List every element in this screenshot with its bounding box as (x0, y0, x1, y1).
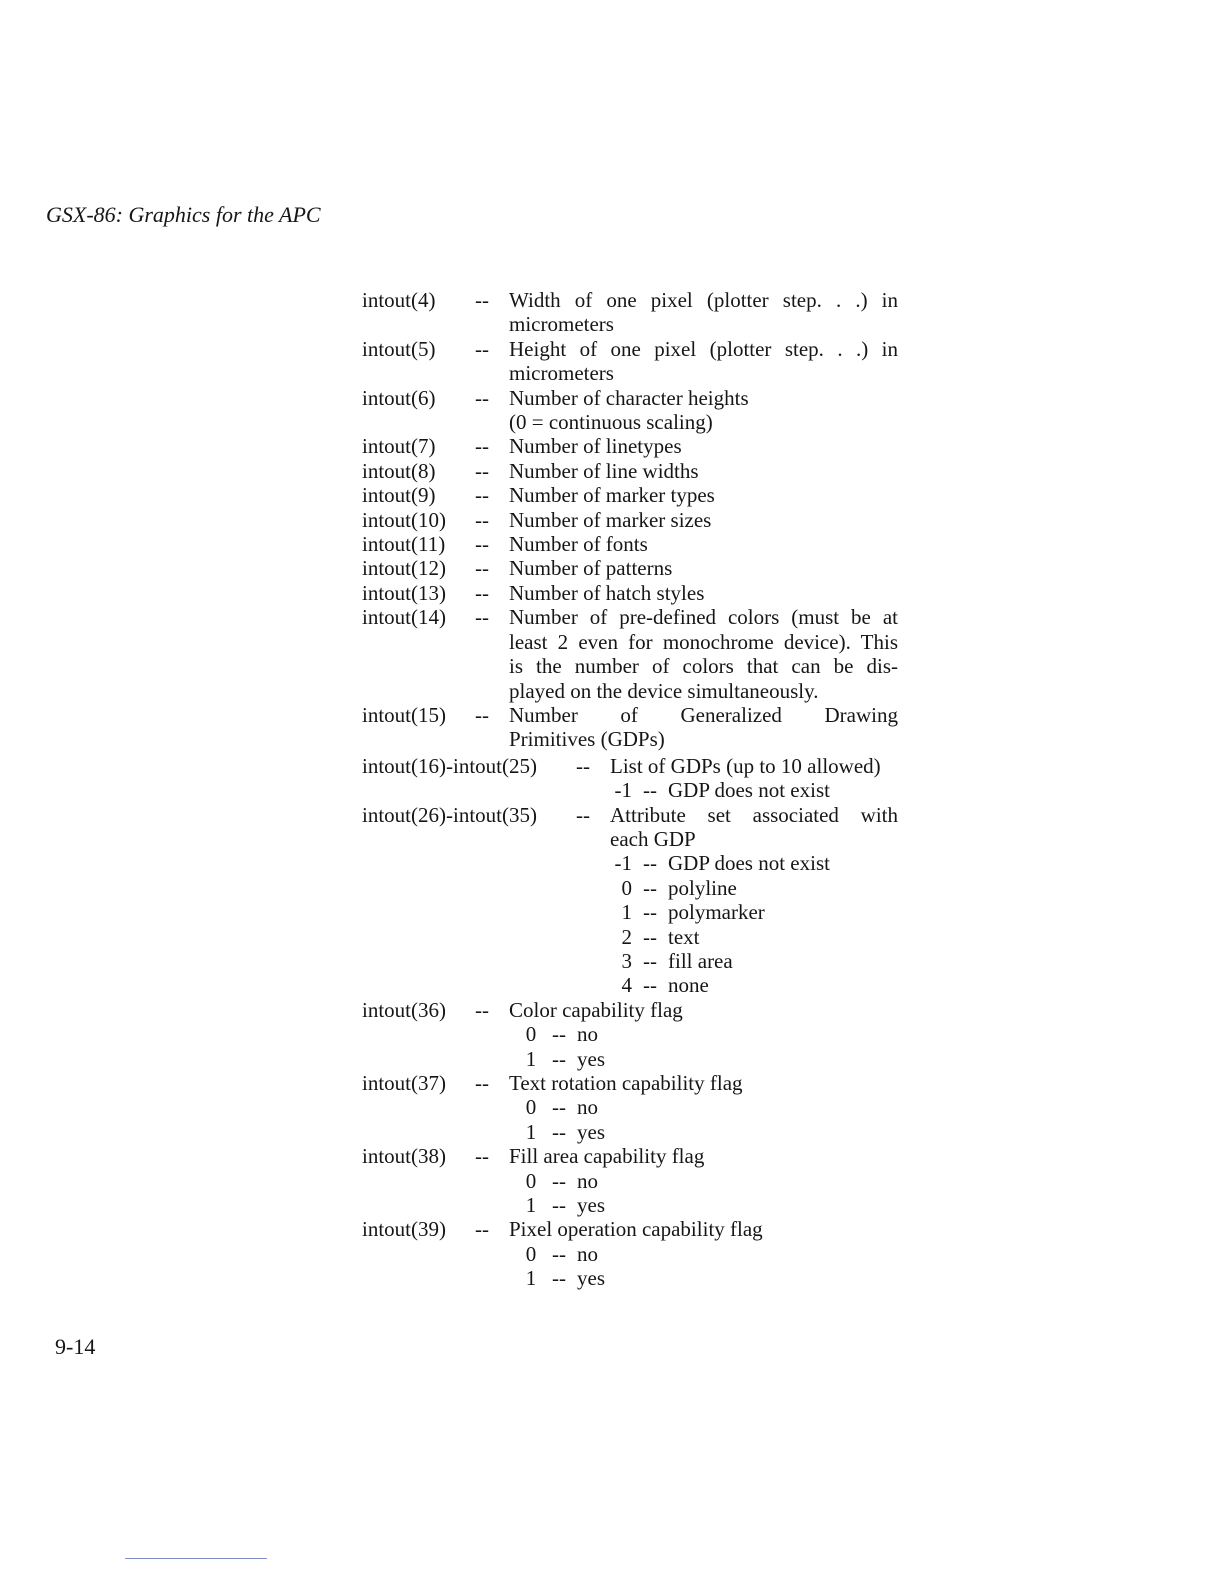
entry-dash: -- (475, 702, 489, 727)
description-line: least 2 even for monochrome device). This (509, 629, 898, 654)
entry-description (509, 556, 898, 580)
value-meaning: no (577, 1241, 598, 1266)
value-list (614, 851, 898, 997)
description-line: Pixel operation capability flag (509, 1217, 763, 1242)
description-line: micrometers (509, 361, 614, 386)
value-item (521, 1266, 898, 1290)
entry-intout-6 (362, 386, 902, 435)
value-meaning: no (577, 1022, 598, 1047)
entry-description (509, 434, 898, 458)
value-dash: -- (552, 1193, 566, 1218)
value-code: 0 (621, 875, 632, 900)
entry-label: intout(10) (362, 507, 446, 532)
entry-label: intout(36) (362, 997, 446, 1022)
entry-intout-7 (362, 434, 902, 458)
entry-intout-10 (362, 508, 902, 532)
description-line: each GDP (610, 826, 696, 851)
entry-dash: -- (475, 1144, 489, 1169)
value-dash: -- (552, 1022, 566, 1047)
entry-intout-9 (362, 483, 902, 507)
entry-dash: -- (475, 434, 489, 459)
value-code: 0 (525, 1022, 537, 1047)
entry-dash: -- (475, 385, 489, 410)
value-dash: -- (552, 1241, 566, 1266)
value-code: 1 (525, 1193, 537, 1218)
entry-intout-37 (362, 1071, 902, 1144)
entry-description (509, 386, 898, 435)
page-number: 9-14 (55, 1334, 96, 1359)
entry-label: intout(26)-intout(35) (362, 802, 537, 827)
value-dash: -- (643, 948, 657, 973)
value-dash: -- (643, 875, 657, 900)
entry-description (509, 581, 898, 605)
value-item (521, 1095, 898, 1119)
value-list (521, 1169, 898, 1218)
description-line: Color capability flag (509, 997, 683, 1022)
entry-label: intout(5) (362, 336, 436, 361)
value-dash: -- (552, 1095, 566, 1120)
description-line: Attribute set associated with (610, 802, 898, 827)
value-meaning: no (577, 1168, 598, 1193)
entry-description (509, 508, 898, 532)
entry-intout-15 (362, 703, 902, 752)
entry-label: intout(15) (362, 702, 446, 727)
value-code: 0 (525, 1095, 537, 1120)
description-line: Number of hatch styles (509, 580, 705, 605)
entry-intout-14 (362, 605, 902, 703)
entry-intout-12 (362, 556, 902, 580)
description-line: Number of patterns (509, 556, 673, 581)
value-item (614, 949, 898, 973)
entry-label: intout(9) (362, 483, 436, 508)
value-code: 1 (621, 900, 632, 925)
value-code: 3 (621, 948, 632, 973)
entry-label: intout(39) (362, 1217, 446, 1242)
value-dash: -- (552, 1119, 566, 1144)
entry-dash: -- (475, 336, 489, 361)
running-header: GSX-86: Graphics for the APC (46, 202, 321, 227)
description-line: is the number of colors that can be dis- (509, 654, 898, 679)
description-line: Height of one pixel (plotter step. . .) in (509, 336, 898, 361)
entry-label: intout(6) (362, 385, 436, 410)
entry-gdp-attributes (362, 803, 902, 998)
value-dash: -- (552, 1266, 566, 1291)
value-item (614, 900, 898, 924)
value-dash: -- (643, 973, 657, 998)
description-line: Number of line widths (509, 458, 699, 483)
entry-intout-8 (362, 459, 902, 483)
description-line: List of GDPs (up to 10 allowed) (610, 753, 881, 778)
description-line: Number of fonts (509, 532, 648, 557)
entry-description (509, 1144, 898, 1217)
entry-description (509, 703, 898, 752)
description-line: Number of marker sizes (509, 507, 712, 532)
value-item (614, 778, 898, 802)
footer-rule (125, 1558, 267, 1559)
description-line: Text rotation capability flag (509, 1071, 743, 1095)
description-line: Primitives (GDPs) (509, 727, 665, 752)
entry-dash: -- (475, 556, 489, 581)
value-code: 2 (621, 924, 632, 949)
description-line: micrometers (509, 312, 614, 337)
value-meaning: yes (577, 1193, 605, 1218)
entry-intout-36 (362, 998, 902, 1071)
value-code: 1 (525, 1046, 537, 1071)
value-meaning: no (577, 1095, 598, 1120)
description-line: Number of Generalized Drawing (509, 702, 898, 727)
entry-dash: -- (475, 532, 489, 557)
entry-dash: -- (475, 580, 489, 605)
value-item (614, 876, 898, 900)
entry-intout-13 (362, 581, 902, 605)
value-meaning: text (668, 924, 700, 949)
value-meaning: yes (577, 1046, 605, 1071)
entry-description (509, 288, 898, 337)
entry-dash: -- (475, 458, 489, 483)
entry-label: intout(12) (362, 556, 446, 581)
entry-dash: -- (475, 1071, 489, 1095)
value-code: 0 (525, 1168, 537, 1193)
value-item (521, 1193, 898, 1217)
value-item (521, 1120, 898, 1144)
entry-dash: -- (475, 1217, 489, 1242)
value-code: -1 (614, 778, 632, 803)
value-item (521, 1022, 898, 1046)
value-meaning: polymarker (668, 900, 765, 925)
entry-dash: -- (475, 997, 489, 1022)
entry-description (509, 532, 898, 556)
value-item (614, 925, 898, 949)
entry-description (509, 1217, 898, 1290)
entry-dash: -- (475, 483, 489, 508)
value-meaning: fill area (668, 948, 733, 973)
entry-label: intout(14) (362, 605, 446, 630)
description-line: Fill area capability flag (509, 1144, 705, 1169)
entry-description (509, 1071, 898, 1144)
entry-intout-39 (362, 1217, 902, 1290)
value-item (614, 851, 898, 875)
value-item (614, 973, 898, 997)
description-line: played on the device simultaneously. (509, 678, 819, 703)
value-dash: -- (643, 778, 657, 803)
description-line: Number of pre-defined colors (must be at (509, 605, 898, 630)
entry-intout-5 (362, 337, 902, 386)
entry-dash: -- (475, 605, 489, 630)
entry-dash: -- (475, 288, 489, 312)
value-meaning: yes (577, 1266, 605, 1291)
entry-label: intout(4) (362, 288, 436, 312)
description-line: Number of linetypes (509, 434, 682, 459)
value-code: 1 (525, 1119, 537, 1144)
entry-description (509, 998, 898, 1071)
entry-description (610, 754, 898, 803)
value-dash: -- (643, 900, 657, 925)
entry-label: intout(13) (362, 580, 446, 605)
intout-definition-list (362, 288, 902, 1291)
entry-dash: -- (576, 753, 590, 778)
entry-description (610, 803, 898, 998)
value-dash: -- (552, 1046, 566, 1071)
entry-label: intout(37) (362, 1071, 446, 1095)
entry-intout-11 (362, 532, 902, 556)
value-list (521, 1022, 898, 1071)
entry-label: intout(38) (362, 1144, 446, 1169)
entry-dash: -- (475, 507, 489, 532)
value-code: 0 (525, 1241, 537, 1266)
value-meaning: GDP does not exist (668, 778, 830, 803)
entry-intout-38 (362, 1144, 902, 1217)
value-meaning: polyline (668, 875, 737, 900)
value-list (614, 778, 898, 802)
entry-dash: -- (576, 802, 590, 827)
value-item (521, 1242, 898, 1266)
entry-label: intout(11) (362, 532, 446, 557)
value-item (521, 1047, 898, 1071)
entry-intout-4 (362, 288, 902, 337)
value-meaning: GDP does not exist (668, 851, 830, 876)
value-meaning: none (668, 973, 709, 998)
value-list (521, 1242, 898, 1291)
entry-label: intout(16)-intout(25) (362, 753, 537, 778)
value-code: 4 (621, 973, 632, 998)
description-line: Width of one pixel (plotter step. . .) in (509, 288, 898, 312)
entry-description (509, 483, 898, 507)
description-line: (0 = continuous scaling) (509, 410, 713, 435)
value-dash: -- (643, 851, 657, 876)
description-line: Number of marker types (509, 483, 715, 508)
value-dash: -- (552, 1168, 566, 1193)
value-meaning: yes (577, 1119, 605, 1144)
entry-description (509, 605, 898, 703)
entry-gdp-list (362, 754, 902, 803)
value-code: -1 (614, 851, 632, 876)
entry-label: intout(7) (362, 434, 436, 459)
value-item (521, 1169, 898, 1193)
description-line: Number of character heights (509, 385, 749, 410)
value-code: 1 (525, 1266, 537, 1291)
value-dash: -- (643, 924, 657, 949)
value-list (521, 1095, 898, 1144)
entry-description (509, 459, 898, 483)
entry-description (509, 337, 898, 386)
entry-label: intout(8) (362, 458, 436, 483)
